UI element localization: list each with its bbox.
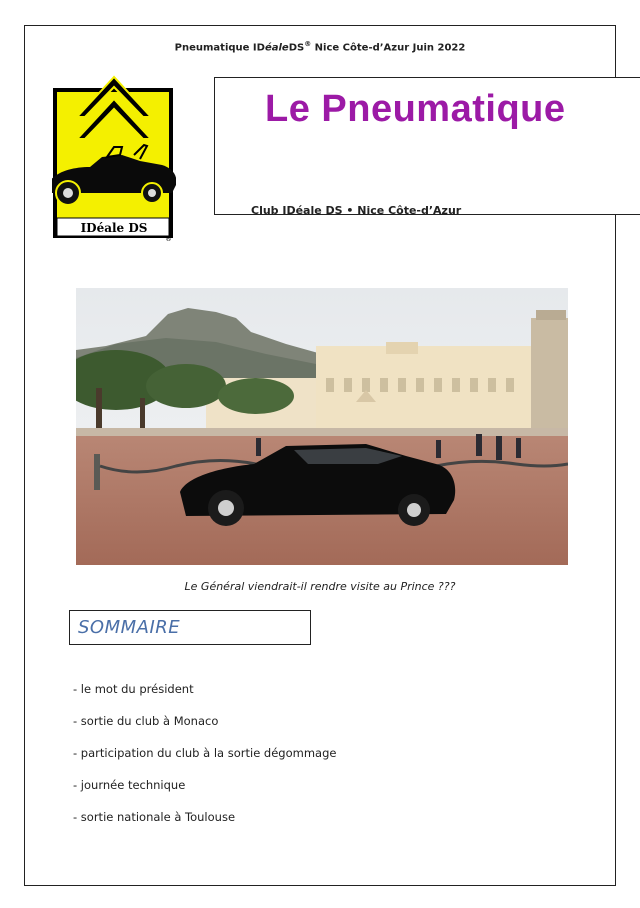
- list-item: - le mot du président: [73, 682, 194, 696]
- header-registered-mark: ®: [304, 40, 312, 48]
- header-text-1: Pneumatique ID: [174, 42, 265, 54]
- header-text-italic: éale: [264, 42, 289, 54]
- list-item: - sortie du club à Monaco: [73, 714, 219, 728]
- list-item: - participation du club à la sortie dégommage: [73, 746, 337, 760]
- page-title: Le Pneumatique: [265, 88, 566, 130]
- header-text-brand: DS: [288, 42, 305, 54]
- cover-photo: [76, 288, 568, 565]
- running-header: [0, 40, 640, 53]
- photo-caption: Le Général viendrait-il rendre visite au Prince ???: [184, 580, 456, 593]
- monaco-palace-photo-icon: [76, 288, 568, 565]
- list-item: - journée technique: [73, 778, 186, 792]
- sommaire-box: [69, 610, 311, 645]
- citroen-logo-icon: [52, 75, 176, 241]
- header-text-2: Nice Côte-d’Azur Juin 2022: [311, 42, 466, 54]
- club-logo: [52, 75, 176, 241]
- title-box: [214, 77, 640, 215]
- list-item: - sortie nationale à Toulouse: [73, 810, 236, 824]
- logo-caption: IDéale DS: [80, 221, 148, 235]
- table-of-contents: [73, 682, 336, 842]
- subtitle-clipped: Club IDéale DS • Nice Côte-d’Azur: [251, 204, 462, 215]
- logo-registered-mark: ®: [165, 235, 172, 241]
- sommaire-title: SOMMAIRE: [78, 617, 181, 638]
